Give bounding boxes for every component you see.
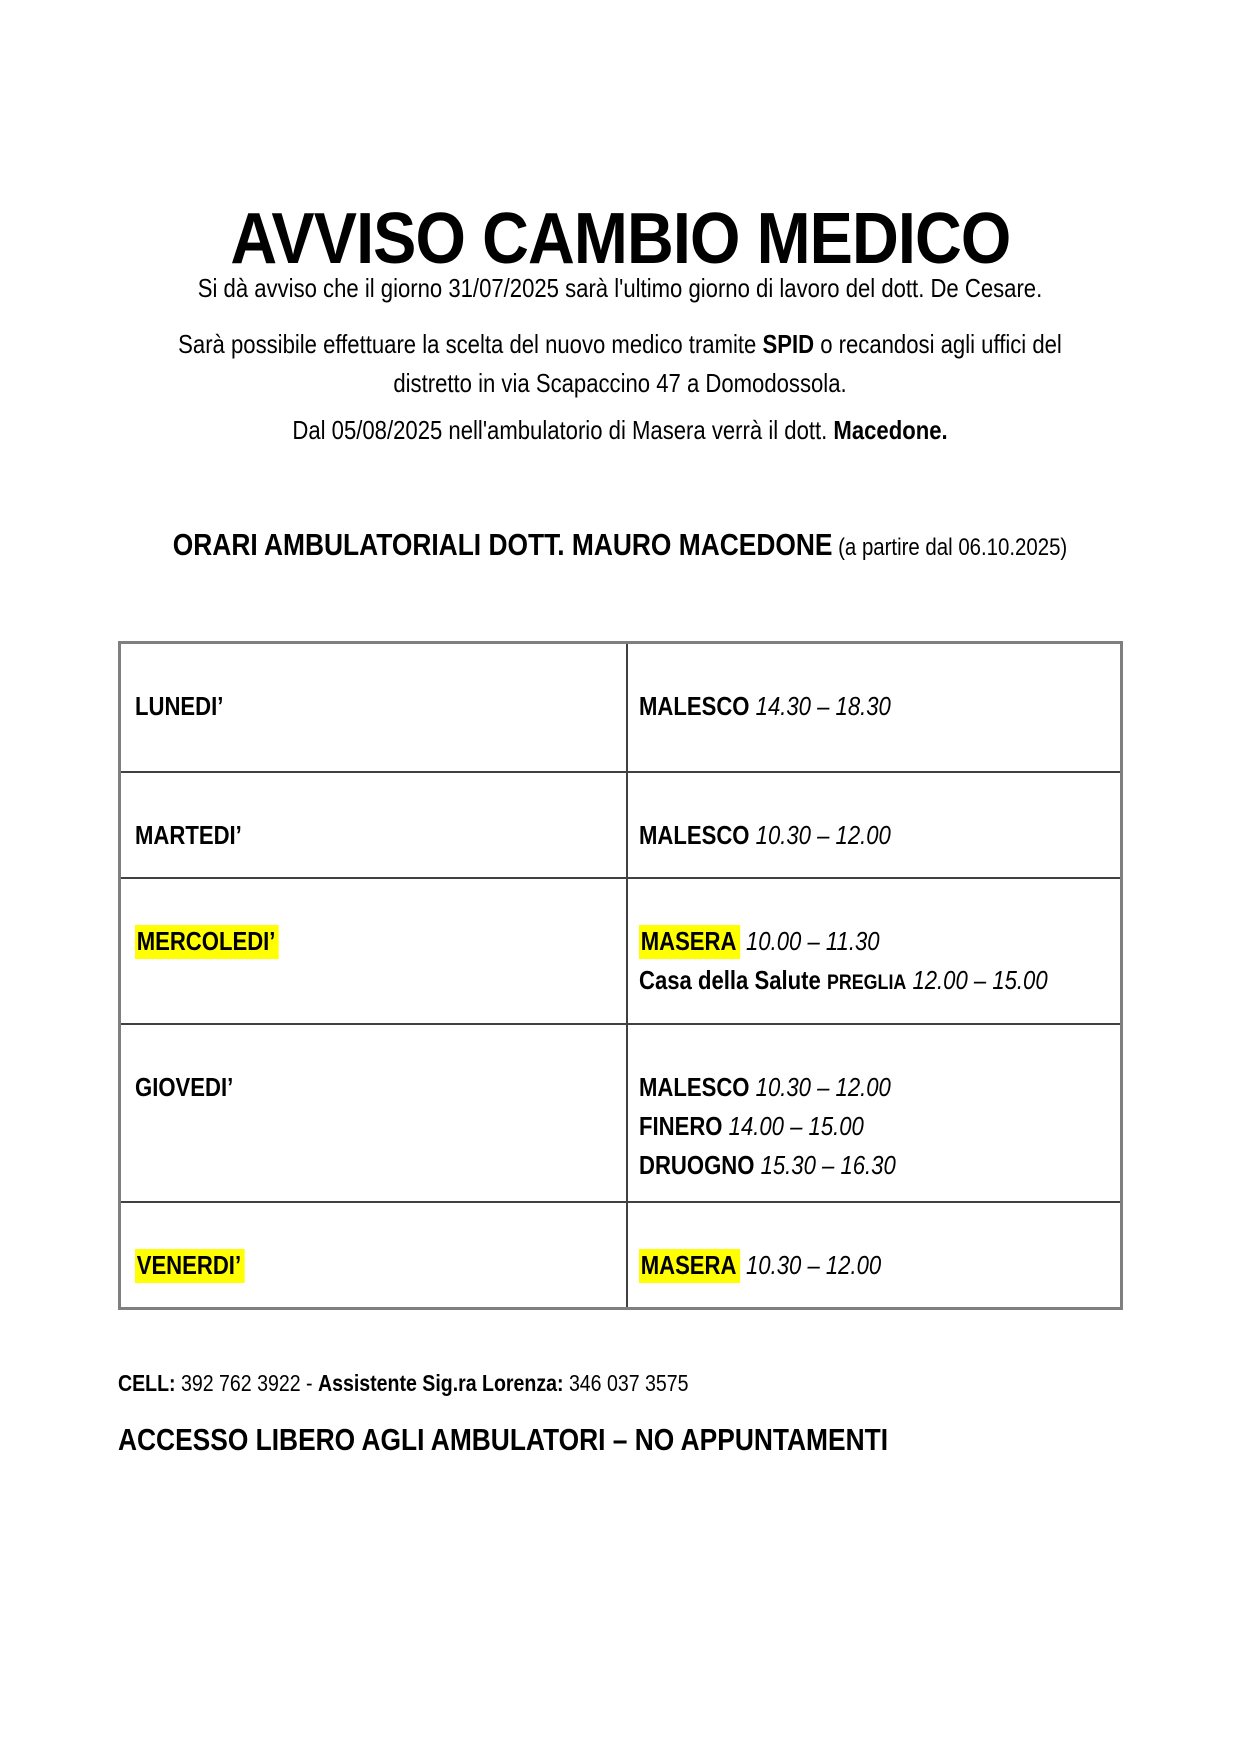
schedule-row bbox=[120, 772, 1122, 878]
day-label: GIOVEDI’ bbox=[135, 1071, 234, 1102]
time-range: 10.30 – 12.00 bbox=[755, 819, 891, 850]
p2-pre: Sarà possibile effettuare la scelta del nuovo medico tramite bbox=[178, 329, 763, 359]
p2-spid: SPID bbox=[762, 329, 815, 359]
schedule-row bbox=[120, 878, 1122, 1024]
day-label: VENERDI’ bbox=[135, 1249, 244, 1283]
sublocation-label: PREGLIA bbox=[826, 970, 906, 994]
location-label: MALESCO bbox=[638, 691, 749, 721]
location-label: MALESCO bbox=[638, 1071, 749, 1102]
time-range: 10.00 – 11.30 bbox=[745, 925, 880, 956]
location-label: Casa della Salute bbox=[638, 964, 821, 995]
intro-paragraph-1 bbox=[30, 269, 1210, 308]
times-cell bbox=[627, 1024, 1122, 1202]
location-label: MASERA bbox=[639, 1249, 740, 1283]
page-title-text: AVVISO CAMBIO MEDICO bbox=[229, 199, 1011, 280]
schedule-line bbox=[639, 1068, 896, 1107]
contact-separator: - bbox=[306, 1370, 313, 1396]
time-range: 12.00 – 15.00 bbox=[911, 964, 1048, 995]
assistant-label: Assistente Sig.ra Lorenza: bbox=[317, 1370, 564, 1396]
day-cell bbox=[120, 643, 627, 772]
schedule-line bbox=[639, 687, 891, 726]
schedule-heading-main: ORARI AMBULATORIALI DOTT. MAURO MACEDONE bbox=[172, 527, 833, 562]
time-range: 14.30 – 18.30 bbox=[755, 691, 891, 721]
location-label: MALESCO bbox=[638, 819, 749, 850]
times-cell bbox=[627, 1202, 1122, 1309]
time-range: 15.30 – 16.30 bbox=[760, 1149, 896, 1180]
day-cell bbox=[120, 1202, 627, 1309]
intro-paragraph-2-text bbox=[119, 325, 1122, 403]
time-range: 10.30 – 12.00 bbox=[745, 1249, 881, 1280]
time-range: 10.30 – 12.00 bbox=[755, 1071, 891, 1102]
schedule-table bbox=[118, 641, 1123, 1310]
schedule-line bbox=[639, 922, 1048, 961]
day-label: MARTEDI’ bbox=[135, 819, 242, 850]
cell-number: 392 762 3922 bbox=[180, 1370, 301, 1396]
intro-paragraph-1-text: Si dà avviso che il giorno 31/07/2025 sarà l'ultimo giorno di lavoro del dott. De Cesare. bbox=[197, 273, 1043, 303]
times-cell bbox=[627, 878, 1122, 1024]
access-note bbox=[118, 1419, 1024, 1461]
schedule-heading bbox=[30, 524, 1210, 572]
location-label: MASERA bbox=[639, 925, 740, 959]
contact-line-text bbox=[118, 1368, 689, 1398]
times-cell bbox=[627, 772, 1122, 878]
schedule-heading-text bbox=[119, 524, 1122, 572]
location-label: FINERO bbox=[638, 1110, 722, 1141]
time-range: 14.00 – 15.00 bbox=[728, 1110, 864, 1141]
intro-paragraph-3 bbox=[30, 411, 1210, 450]
day-label: MERCOLEDI’ bbox=[135, 925, 279, 959]
schedule-row bbox=[120, 643, 1122, 772]
schedule-heading-note: (a partire dal 06.10.2025) bbox=[838, 534, 1068, 561]
page-title bbox=[0, 199, 1240, 280]
p3-pre: Dal 05/08/2025 nell'ambulatorio di Masera verrà il dott. bbox=[292, 415, 834, 445]
day-cell bbox=[120, 1024, 627, 1202]
schedule-line bbox=[639, 1107, 896, 1146]
intro-paragraph-3-text bbox=[119, 411, 1122, 450]
p2-line2: distretto in via Scapaccino 47 a Domodossola. bbox=[393, 368, 847, 398]
contact-line bbox=[118, 1368, 789, 1398]
day-cell bbox=[120, 878, 627, 1024]
day-label: LUNEDI’ bbox=[135, 691, 224, 721]
intro-paragraph-2 bbox=[30, 325, 1210, 403]
schedule-row bbox=[120, 1024, 1122, 1202]
schedule-row bbox=[120, 1202, 1122, 1309]
p2-post: o recandosi agli uffici del bbox=[814, 329, 1062, 359]
schedule-line bbox=[639, 816, 891, 855]
times-cell bbox=[627, 643, 1122, 772]
p3-doctor-name: Macedone. bbox=[833, 415, 948, 445]
schedule-line bbox=[639, 1246, 881, 1285]
access-note-text: ACCESSO LIBERO AGLI AMBULATORI – NO APPUNTAMENTI bbox=[118, 1422, 889, 1457]
schedule-line bbox=[639, 961, 1048, 1002]
location-label: DRUOGNO bbox=[638, 1149, 754, 1180]
assistant-number: 346 037 3575 bbox=[568, 1370, 689, 1396]
schedule-line bbox=[639, 1146, 896, 1185]
day-cell bbox=[120, 772, 627, 878]
cell-label: CELL: bbox=[118, 1370, 176, 1396]
